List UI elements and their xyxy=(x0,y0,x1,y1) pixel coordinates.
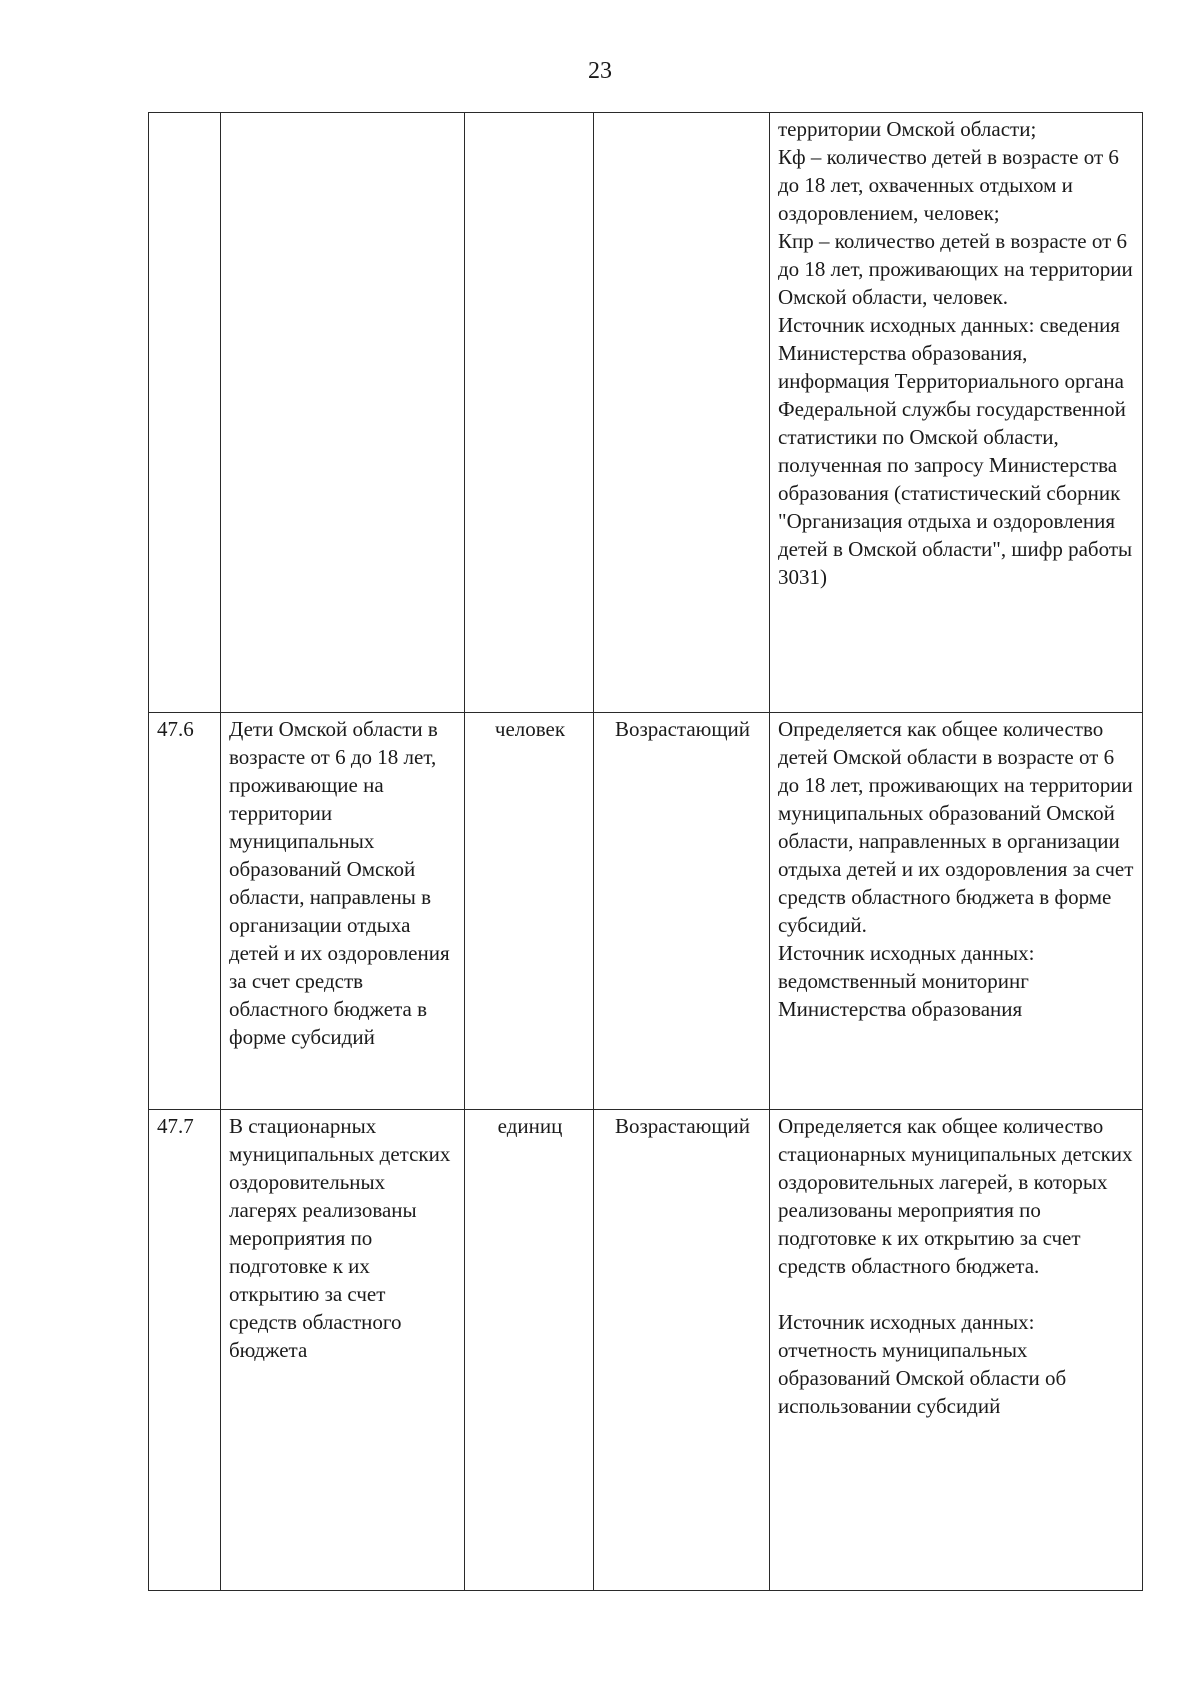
table-row xyxy=(149,113,1143,713)
indicators-table xyxy=(148,112,1143,1591)
trend-direction xyxy=(594,113,770,713)
calculation-method: территории Омской области; Кф – количество детей в возрасте от 6 до 18 лет, охваченных отдыхом и оздоровлением, человек; Кпр – количество детей в возрасте от 6 до 18 лет, проживающих на территории Омской области, человек. Источник исходных данных: сведения Министерства образования, информация Территориального органа Федеральной службы государственной статистики по Омской области, полученная по запросу Министерства образования (статистический сборник "Организация отдыха и оздоровления детей в Омской области", шифр работы 3031) xyxy=(770,113,1143,713)
indicator-name: Дети Омской области в возрасте от 6 до 18 лет, проживающие на территории муниципальных образований Омской области, направлены в организации отдыха детей и их оздоровления за счет средств областного бюджета в форме субсидий xyxy=(221,713,465,1110)
indicator-name: В стационарных муниципальных детских оздоровительных лагерях реализованы мероприятия по подготовке к их открытию за счет средств областного бюджета xyxy=(221,1110,465,1591)
unit-of-measure: человек xyxy=(465,713,594,1110)
unit-of-measure xyxy=(465,113,594,713)
trend-direction: Возрастающий xyxy=(594,713,770,1110)
page-number: 23 xyxy=(588,58,612,84)
table-row xyxy=(149,713,1143,1110)
trend-direction: Возрастающий xyxy=(594,1110,770,1591)
row-number: 47.7 xyxy=(149,1110,221,1591)
indicator-name xyxy=(221,113,465,713)
calculation-method: Определяется как общее количество детей Омской области в возрасте от 6 до 18 лет, проживающих на территории муниципальных образований Омской области, направленных в организации отдыха детей и их оздоровления за счет средств областного бюджета в форме субсидий. Источник исходных данных: ведомственный мониторинг Министерства образования xyxy=(770,713,1143,1110)
row-number: 47.6 xyxy=(149,713,221,1110)
row-number xyxy=(149,113,221,713)
unit-of-measure: единиц xyxy=(465,1110,594,1591)
table-row xyxy=(149,1110,1143,1591)
calculation-method: Определяется как общее количество стационарных муниципальных детских оздоровительных лагерей, в которых реализованы мероприятия по подготовке к их открытию за счет средств областного бюджета. Источник исходных данных: отчетность муниципальных образований Омской области об использовании субсидий xyxy=(770,1110,1143,1591)
